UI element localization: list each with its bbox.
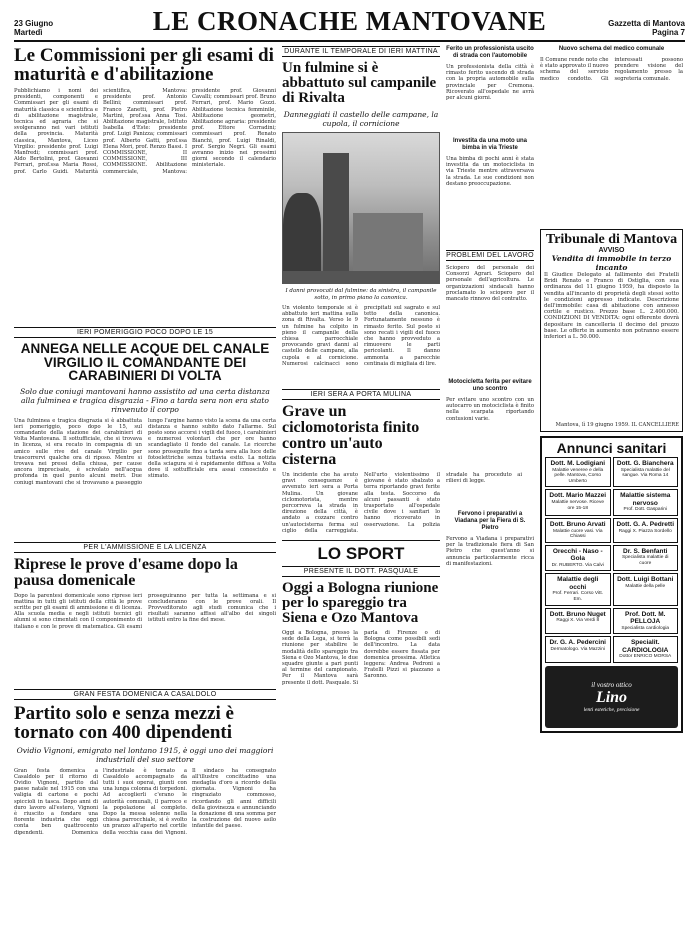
- headline-licenza: Riprese le prove d'esame dopo la pausa domenicale: [14, 555, 238, 589]
- photo-tree: [283, 193, 321, 273]
- divider-sport: [282, 540, 440, 541]
- deck-fulmine: Danneggiati il castello delle campane, la cupola, il cornicione: [283, 110, 439, 128]
- ad-8: [545, 573, 611, 605]
- ad-detail: Prof. Ferrari. Corso Vitt. Em.: [552, 591, 604, 602]
- masthead-paper: [565, 19, 685, 37]
- paper-line2: Pagina 7: [652, 28, 685, 37]
- ad-9: [613, 573, 679, 605]
- ad-detail: Raggi X. Piazza Sordello: [618, 528, 672, 534]
- ad-name: Dr. S. Benfanti: [623, 547, 668, 555]
- optician-ad: [545, 666, 678, 728]
- body-cisterna: Un incidente che ha avuto gravi conseguenze è avvenuto ieri sera a Porta Mulina. Un giovane ciclomotorista, mentre percorreva la strada in direzione della città, è andato a cozzare contro un'autocisterna ferma sul ciglio della carreggiata. Nell'urto violentissimo il giovane è stato sbalzato a terra riportando gravi ferite alla testa. Soccorso da alcuni passanti è stato trasportato all'ospedale civile dove i sanitari lo hanno ricoverato in osservazione. La polizia stradale ha proceduto ai rilievi di legge.: [282, 472, 522, 534]
- ad-detail: Malattie nervose. Riceve ore 15-18: [551, 499, 605, 511]
- kicker-licenza: PER L'AMMISSIONE E LA LICENZA: [14, 542, 276, 553]
- ad-detail: Specialista cardiologia: [621, 625, 670, 631]
- headline-sport: Oggi a Bologna riunione per lo spareggio tra Siena e Ozo Mantova: [282, 580, 439, 626]
- body-brief-3: Sciopero del personale dei Consorzi Agrari. Sciopero del personale dell'agricoltura. Le organizzazioni sindacali hanno proclamato lo sciopero per il mancato rinnovo del contratto.: [446, 265, 534, 303]
- ad-detail: Dottor ENRICO MORSA: [619, 654, 672, 660]
- ad-detail: Specialista malattie del sangue. Via Roma 14: [620, 467, 670, 479]
- headline-brief-4: Motocicletta ferita per evitare uno scontro: [448, 379, 532, 392]
- ad-name: Malattie sistema nervoso: [620, 492, 671, 507]
- ad-1: [613, 457, 679, 487]
- ad-7: [613, 545, 679, 572]
- ad-detail: Malattie cuore vasi. Via Chiassi: [552, 528, 603, 540]
- headline-brief-2: Investita da una moto una bimba in via Trieste: [452, 138, 527, 151]
- headline-fulmine: Un fulmine si è abbattuto sul campanile di Rivalta: [282, 60, 437, 106]
- tribunale-sign: Mantova, lì 19 giugno 1959. IL CANCELLIERE: [555, 422, 679, 428]
- body-licenza: Dopo la parentesi domenicale sono riprese ieri mattina in tutti gli istituti della città le prove scritte per gli esami di ammissione e di licenza. Alla scuola media e negli istituti tecnici gli alunni si sono cimentati con il componimento di italiano e con le prove di matematica. Gli esami proseguiranno per tutta la settimana e si concluderanno con le prove orali. Il Provveditorato agli studi comunica che i risultati saranno affissi all'albo dei singoli istituti entro la fine del mese.: [14, 592, 276, 630]
- body-casaldolo: Gran festa domenica a Casaldolo per il ritorno di Ovidio Vignoni, partito dal paese natale nel 1915 con una valigia di cartone e pochi spiccioli in tasca. Dopo anni di duro lavoro all'estero, Vignoni è riuscito a fondare una fiorente industria che oggi conta ben quattrocento dipendenti. Domenica l'industriale è tornato a Casaldolo accompagnato da tutti i suoi operai, giunti con una lunga colonna di torpedoni. Ad accoglierli c'erano le autorità comunali, il parroco e la popolazione al completo. Dopo la messa solenne nella chiesa parrocchiale, si è svolto un pranzo all'aperto nel cortile della vecchia casa dei Vignoni. Il sindaco ha consegnato all'illustre concittadino una medaglia d'oro a ricordo della giornata. Vignoni ha ringraziato commosso, ricordando gli anni difficili della giovinezza e annunciando la donazione di una somma per la costruzione del nuovo asilo infantile del paese.: [14, 767, 276, 836]
- tribunale-body: Il Giudice Delegato al fallimento dei Fratelli Bridi Renato e Franco di Ostiglia, con sua ordinanza del 11 giugno 1959, ha disposto la vendita all'incanto di proprietà degli stessi sotto le condizioni appresso indicate. Descrizione dell'immobile: casa di abitazione con annesso cortile e rustico. Prezzo base L. 2.400.000. CONDIZIONI DI VENDITA: ogni offerente dovrà depositare in cancelleria il decimo del prezzo base. Le offerte in aumento non potranno essere inferiori a L. 50.000.: [544, 272, 679, 341]
- ad-detail: Dr. RUBERTO. Via Calvi: [551, 562, 604, 568]
- ad-detail: Prof. Dott. Gasparini: [623, 507, 667, 513]
- body-brief-1: Un professionista della città è rimasto ferito uscendo di strada con la propria automobile sulla provinciale per Cremona. Ricoverato all'ospedale ne avrà per alcuni giorni.: [446, 64, 534, 102]
- ad-detail: Malattie veneree e della pelle. Mantova, Corso Umberto: [552, 467, 604, 484]
- ad-name: Dott. Mario Mazzei: [549, 492, 607, 500]
- photo-house: [353, 213, 423, 273]
- deck-casaldolo: Ovidio Vignoni, emigrato nel lontano 1915, è oggi uno dei maggiori industriali del suo settore: [16, 745, 274, 764]
- photo-campanile: [282, 132, 440, 284]
- tribunale-vendita: Vendita di immobile in terzo incanto: [551, 254, 672, 272]
- body-brief-4: Per evitare uno scontro con un autocarro un motociclista è finito nella scarpata riportando contusioni varie.: [446, 397, 534, 422]
- paper-line1: Gazzetta di Mantova: [608, 19, 685, 28]
- body-brief-5: Fervono a Viadana i preparativi per la tradizionale fiera di San Pietro che quest'anno si annuncia particolarmente ricca di manifestazioni.: [446, 536, 534, 567]
- ad-4: [545, 518, 611, 543]
- body-fulmine: Un violento temporale si è abbattuto ieri mattina sulla zona di Rivalta. Verso le 9 un fulmine ha colpito in pieno il campanile della chiesa parrocchiale provocando gravi danni al castello delle campane, alla cupola e al cornicione. Numerosi calcinacci sono precipitati sul sagrato e sul tetto della canonica. Fortunatamente nessuno è rimasto ferito. Sul posto si sono recati i vigili del fuoco che hanno provveduto a rimuovere le parti pericolanti. Il danno ammonta a parecchie centinaia di migliaia di lire.: [282, 305, 440, 367]
- body-sport: Oggi a Bologna, presso la sede della Lega, si terrà la riunione per stabilire le modalità dello spareggio tra Siena e Ozo Mantova, le due squadre giunte a pari punti al termine del campionato. Per il Mantova sarà presente il dott. Pasquale. Si parla di Firenze o di Bologna come possibili sedi dell'incontro. La data dovrebbe essere fissata per domenica prossima. Atletica leggera: Andrea Pedroni a Fratelli Pizzi si piazzano a Saronno.: [282, 630, 440, 686]
- ad-name: Dott. Luigi Bottani: [617, 576, 674, 584]
- kicker-cisterna: IERI SERA A PORTA MULINA: [282, 389, 440, 400]
- notice-body: Il Comune rende noto che è stato approvato il nuovo schema del servizio medico condotto. Gli interessati possono prendere visione del regolamento presso la segreteria comunale.: [540, 57, 683, 82]
- ad-11: [613, 608, 679, 635]
- ad-12: [545, 636, 611, 663]
- masthead-date: [14, 19, 134, 37]
- kicker-casaldolo: GRAN FESTA DOMENICA A CASALDOLO: [14, 689, 276, 700]
- caption-fulmine: I danni provocati dal fulmine: da sinistra, il campanile sotto, in primo piano la canonica.: [285, 288, 437, 301]
- ad-0: [545, 457, 611, 487]
- headline-brief-1: Ferito un professionista uscito di strada con l'automobile: [446, 46, 534, 59]
- column-briefs: [446, 46, 534, 886]
- deck-volta: Solo due coniugi mantovani hanno assistito ad una certa distanza alla fulminea e tragica disgrazia - Fino a tarda sera non era stato rinvenuto il corpo: [20, 386, 270, 414]
- headline-casaldolo: Partito solo e senza mezzi è tornato con 400 dipendenti: [14, 702, 234, 743]
- ads-grid: [545, 457, 678, 663]
- tribunale-notice: [540, 229, 683, 432]
- headline-commissioni: Le Commissioni per gli esami di maturità e d'abilitazione: [14, 45, 274, 85]
- body-commissioni: Pubblichiamo i nomi dei presidenti, componenti e Commissari per gli esami di maturità classica e scientifica e di abilitazione magistrale, tecnica ed agraria che si svolgeranno nei vari istituti della provincia. Maturità classica, Mantova, Liceo Virgilio: presidente prof. Luigi Manfredi; commissari prof. Aldo Bertolini, prof. Giovanni Ferrari, prof.ssa Maria Rossi, prof. Carlo Guidi. Maturità scientifica, Mantova: presidente prof. Antonio Bellini; commissari prof. Franco Zanetti, prof. Pietro Martini, prof.ssa Anna Tosi. Abilitazione magistrale, Istituto Isabella d'Este: presidente prof. Luigi Panizza; commissari prof. Alberto Gatti, prof.ssa Elena Mori, prof. Renzo Bassi. I COMMISSIONE, II COMMISSIONE, III COMMISSIONE. Abilitazione commerciale, Mantova: presidente prof. Giovanni Cavalli; commissari prof. Bruno Ferrari, prof. Mario Gozzi. Abilitazione tecnica femminile, Abilitazione geometri, Abilitazione agraria: presidente prof. Ettore Corradini; commissari prof. Renato Bianchi, prof. Luigi Rinaldi, prof. Sergio Negri. Gli esami avranno inizio nei prossimi giorni secondo il calendario ministeriale.: [14, 88, 276, 175]
- masthead-title: LE CRONACHE MANTOVANE: [152, 6, 547, 36]
- date-line1: 23 Giugno: [14, 19, 54, 28]
- optician-slogan: lenti estetiche, precisione: [583, 706, 640, 713]
- column-right: [540, 46, 683, 886]
- ad-name: Dott. G. A. Pedretti: [616, 521, 675, 529]
- kicker-fulmine: DURANTE IL TEMPORALE DI IERI MATTINA: [282, 46, 440, 57]
- ad-3: [613, 489, 679, 516]
- ad-5: [613, 518, 679, 543]
- ad-name: Dott. Bruno Arvati: [549, 521, 606, 529]
- notice-title: Nuovo schema del medico comunale: [558, 46, 665, 52]
- ad-name: Dr. G. A. Pedercini: [549, 639, 606, 647]
- ad-2: [545, 489, 611, 516]
- optician-name: Lino: [595, 688, 628, 706]
- headline-volta: ANNEGA NELLE ACQUE DEL CANALE VIRGILIO IL COMANDANTE DEI CARABINIERI DI VOLTA: [20, 341, 270, 383]
- ad-name: Orecchi - Naso - Gola: [552, 547, 603, 563]
- columns: [14, 46, 685, 886]
- ad-detail: Raggi X. Via Verdi 8: [556, 618, 600, 624]
- headline-brief-3: PROBLEMI DEL LAVORO: [446, 252, 534, 259]
- date-line2: Martedì: [14, 28, 43, 37]
- tribunale-avviso: AVVISO: [598, 247, 625, 254]
- headline-brief-5: Fervono i preparativi a Viadana per la Fiera di S. Pietro: [454, 511, 526, 531]
- ad-name: Dott. M. Lodigiani: [550, 460, 606, 468]
- body-brief-2: Una bimba di pochi anni è stata investita da un motociclista in via Trieste mentre attraversava la strada. Le sue condizioni non destano preoccupazione.: [446, 156, 534, 187]
- ad-10: [545, 608, 611, 635]
- section-sport: LO SPORT: [317, 544, 405, 563]
- photo-tower: [323, 153, 349, 273]
- photo-ground: [283, 271, 439, 283]
- kicker-volta: IERI POMERIGGIO POCO DOPO LE 15: [14, 327, 276, 338]
- headline-cisterna: Grave un ciclomotorista finito contro un'auto cisterna: [282, 403, 420, 468]
- tribunale-title: Tribunale di Mantova: [545, 232, 678, 247]
- column-left: [14, 46, 276, 886]
- ad-name: Specialit. CARDIOLOGIA: [622, 639, 669, 654]
- ad-13: [613, 636, 679, 663]
- ad-6: [545, 545, 611, 572]
- optician-tagline: il vostro ottico: [591, 680, 632, 689]
- kicker-sport: PRESENTE IL DOTT. PASQUALE: [282, 566, 440, 577]
- masthead: [14, 6, 685, 42]
- ad-detail: Dermatologo. Via Mazzini: [550, 646, 606, 652]
- ad-name: Prof. Dott. M. PELLOJA: [625, 610, 666, 626]
- ad-detail: Specialista malattie di cuore: [622, 555, 669, 566]
- ads-title: Annunci sanitari: [556, 440, 667, 457]
- ad-name: Dott. Bruno Nuget: [549, 610, 606, 618]
- ad-name: Malattie degli occhi: [557, 576, 599, 591]
- ad-name: Dott. G. Bianchera: [616, 460, 674, 468]
- ads-box: [540, 436, 683, 733]
- ad-detail: Malattie della pelle: [625, 583, 666, 589]
- body-volta: Una fulminea e tragica disgrazia si è abbattuta ieri pomeriggio, poco dopo le 15, sul comandante della stazione dei carabinieri di Volta Mantovana. Il sottufficiale, che si trovava in licenza, si era recato in compagnia di un amico sulle rive del canale Virgilio per trascorrervi qualche ora di riposo. Mentre si trovava nei pressi della chiusa, per cause ancora imprecisate, è scivolato nell'acqua profonda in quel punto alcuni metri. Due coniugi mantovani che si trovavano a passeggio lungo l'argine hanno visto la scena da una certa distanza e hanno subito dato l'allarme. Sul posto sono accorsi i vigili del fuoco, i carabinieri e numerosi volontari che per ore hanno scandagliato il fondo del canale. Le ricerche sono proseguite fino a tarda sera alla luce delle fotoelettriche senza tuttavia esito. La notizia della sciagura si è rapidamente diffusa a Volta dove il sottufficiale era assai conosciuto e stimato.: [14, 417, 276, 486]
